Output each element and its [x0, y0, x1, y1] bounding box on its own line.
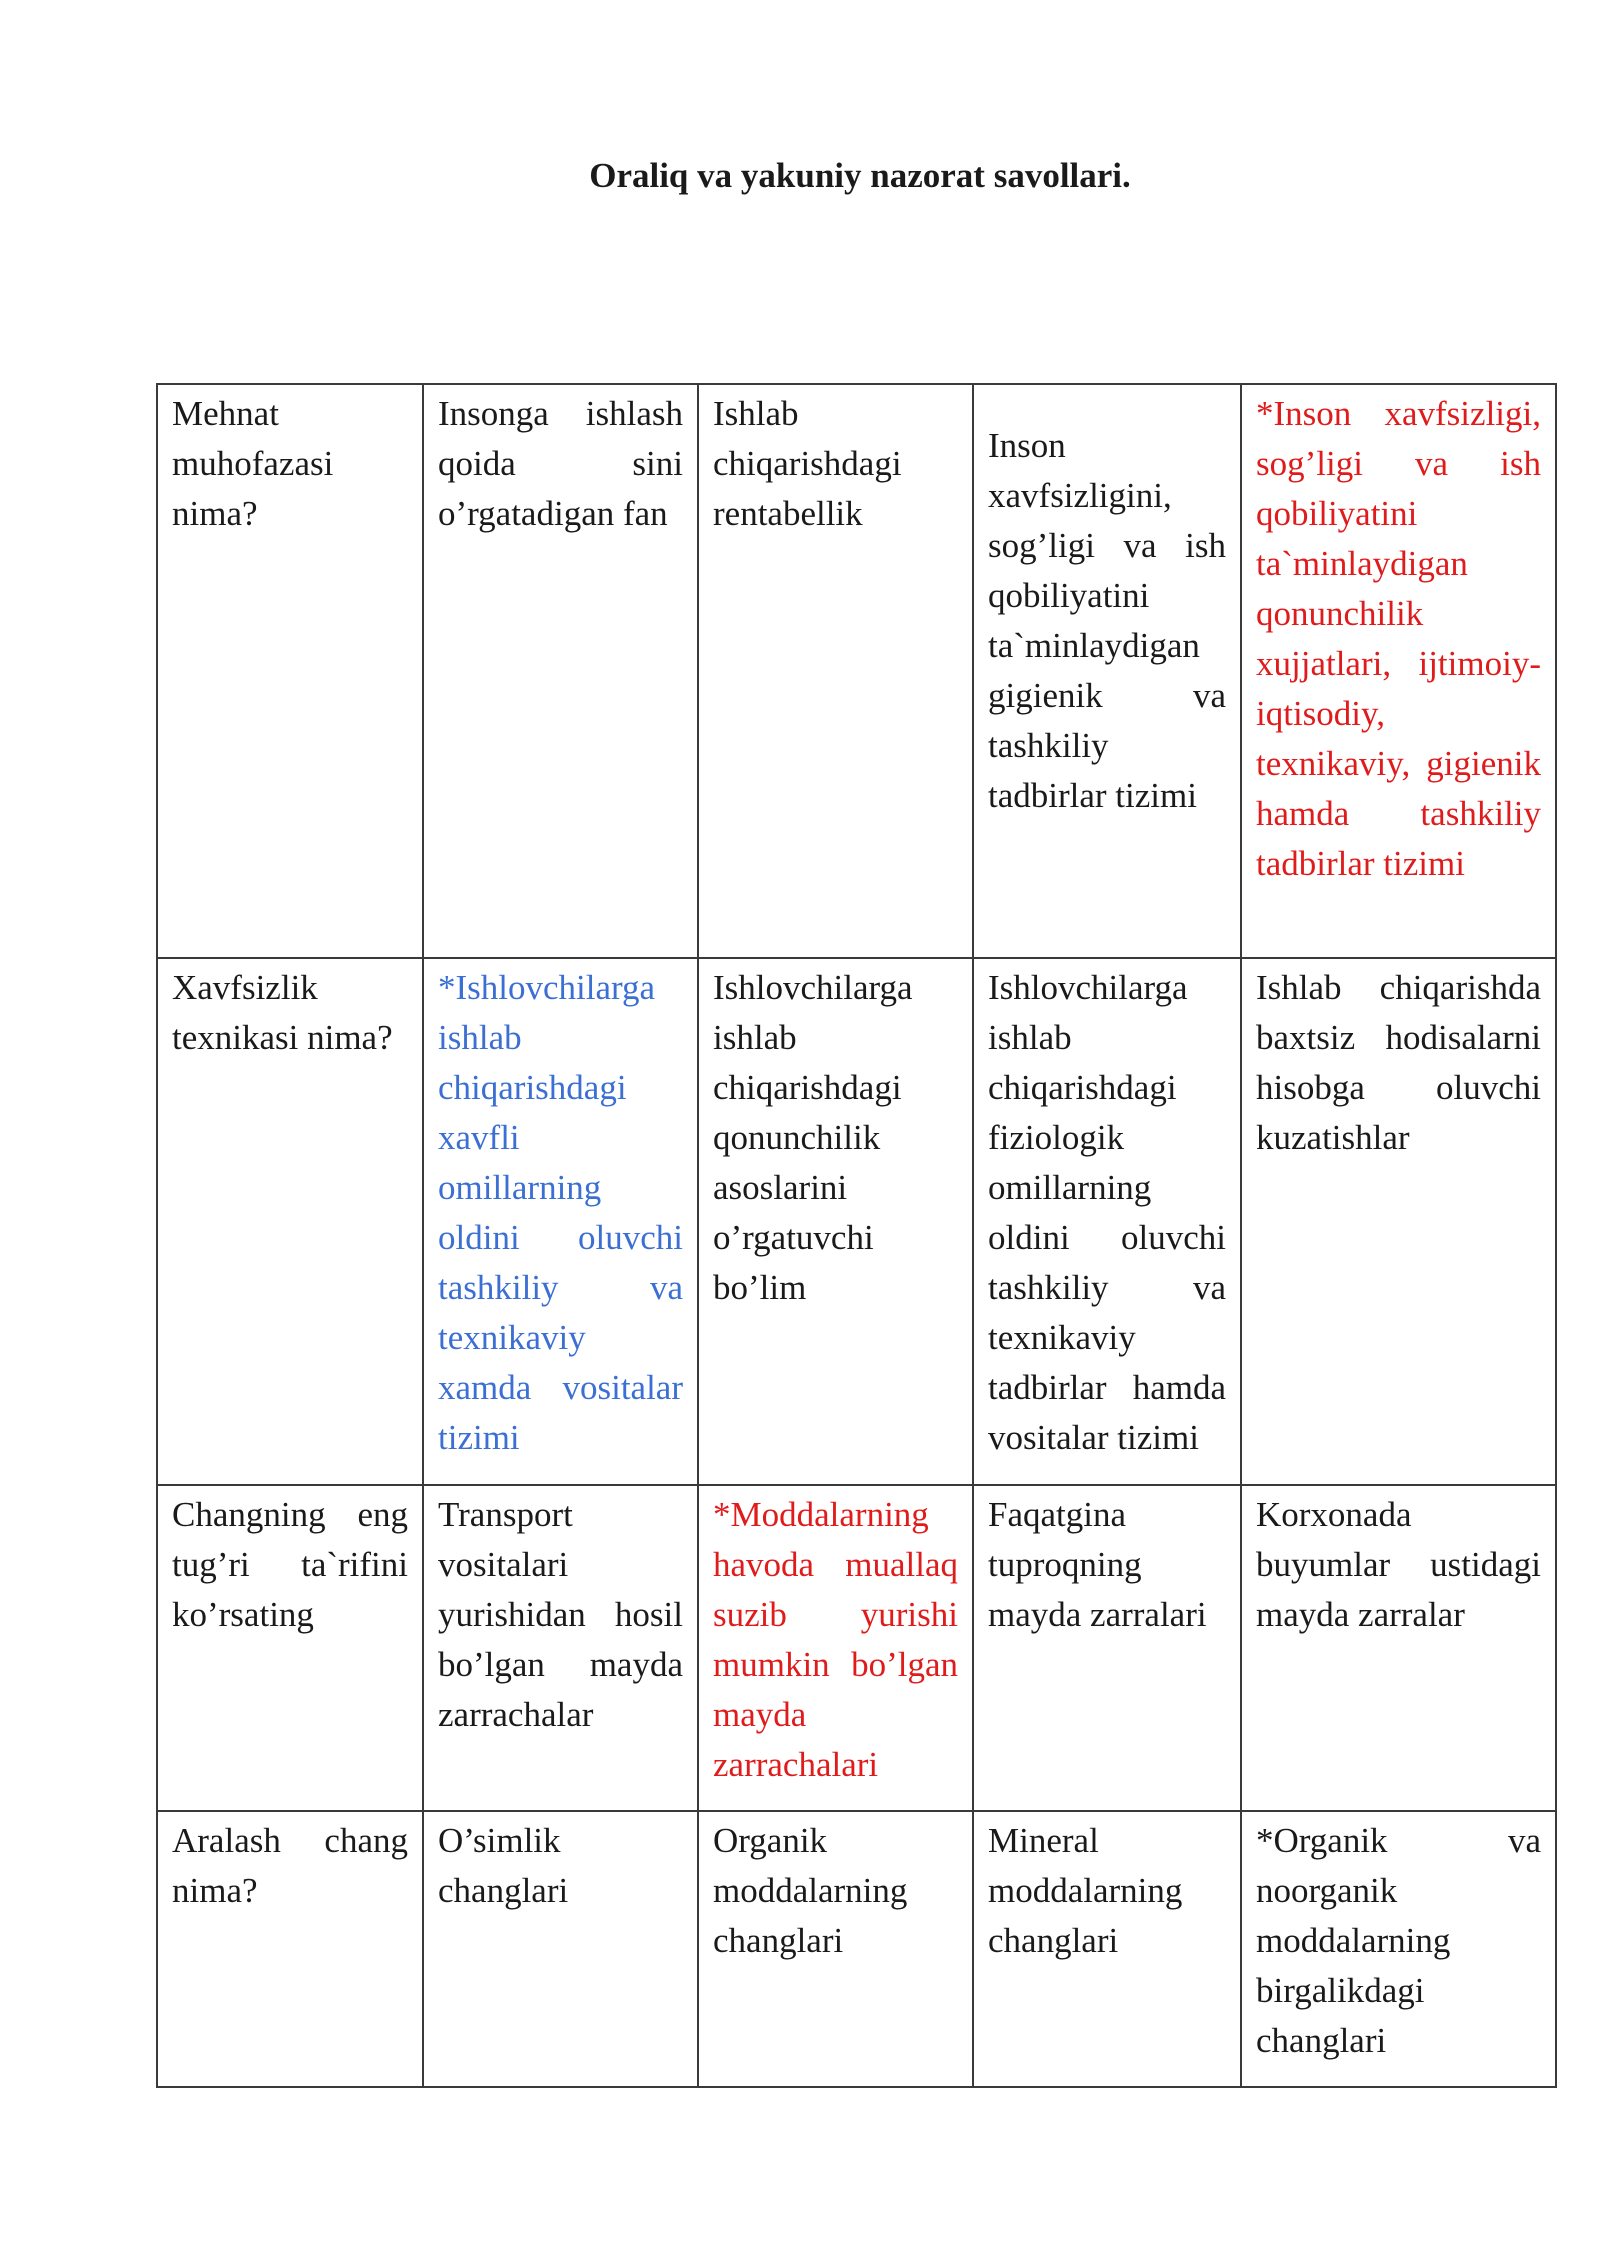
correct-option-cell: *Inson xavfsizligi, sog’ligi va ish qobiliyatini ta`minlaydigan qonunchilik xujjatlari, ijtimoiy-iqtisodiy, texnikaviy, gigienik hamda tashkiliy tadbirlar tizimi [1241, 384, 1556, 958]
option-cell: Korxonada buyumlar ustidagi mayda zarralar [1241, 1485, 1556, 1811]
option-cell: Organik moddalarning changlari [698, 1811, 973, 2087]
correct-option-cell: *Organik va noorganik moddalarning birgalikdagi changlari [1241, 1811, 1556, 2087]
question-cell: Xavfsizlik texnikasi nima? [157, 958, 423, 1485]
option-cell: Insonga ishlash qoida sini o’rgatadigan fan [423, 384, 698, 958]
option-cell: Ishlovchilarga ishlab chiqarishdagi fiziologik omillarning oldini oluvchi tashkiliy va texnikaviy tadbirlar hamda vositalar tizimi [973, 958, 1241, 1485]
option-cell: Mineral moddalarning changlari [973, 1811, 1241, 2087]
option-cell: Ishlab chiqarishda baxtsiz hodisalarni hisobga oluvchi kuzatishlar [1241, 958, 1556, 1485]
question-cell: Aralash chang nima? [157, 1811, 423, 2087]
correct-option-cell: *Moddalarning havoda muallaq suzib yurishi mumkin bo’lgan mayda zarrachalari [698, 1485, 973, 1811]
option-cell: Ishlab chiqarishdagi rentabellik [698, 384, 973, 958]
option-cell: Ishlovchilarga ishlab chiqarishdagi qonunchilik asoslarini o’rgatuvchi bo’lim [698, 958, 973, 1485]
option-cell: Transport vositalari yurishidan hosil bo’lgan mayda zarrachalar [423, 1485, 698, 1811]
table-row [157, 1485, 1556, 1811]
correct-option-cell: *Ishlovchilarga ishlab chiqarishdagi xavfli omillarning oldini oluvchi tashkiliy va texnikaviy xamda vositalar tizimi [423, 958, 698, 1485]
table-row [157, 1811, 1556, 2087]
question-cell: Changning eng tug’ri ta`rifini ko’rsating [157, 1485, 423, 1811]
quiz-table [156, 383, 1557, 2088]
option-cell: Inson xavfsizligini, sog’ligi va ish qobiliyatini ta`minlaydigan gigienik va tashkiliy tadbirlar tizimi [973, 384, 1241, 958]
page-title: Oraliq va yakuniy nazorat savollari. [589, 156, 1131, 195]
option-cell: O’simlik changlari [423, 1811, 698, 2087]
table-row [157, 384, 1556, 958]
question-cell: Mehnat muhofazasi nima? [157, 384, 423, 958]
option-cell: Faqatgina tuproqning mayda zarralari [973, 1485, 1241, 1811]
table-row [157, 958, 1556, 1485]
